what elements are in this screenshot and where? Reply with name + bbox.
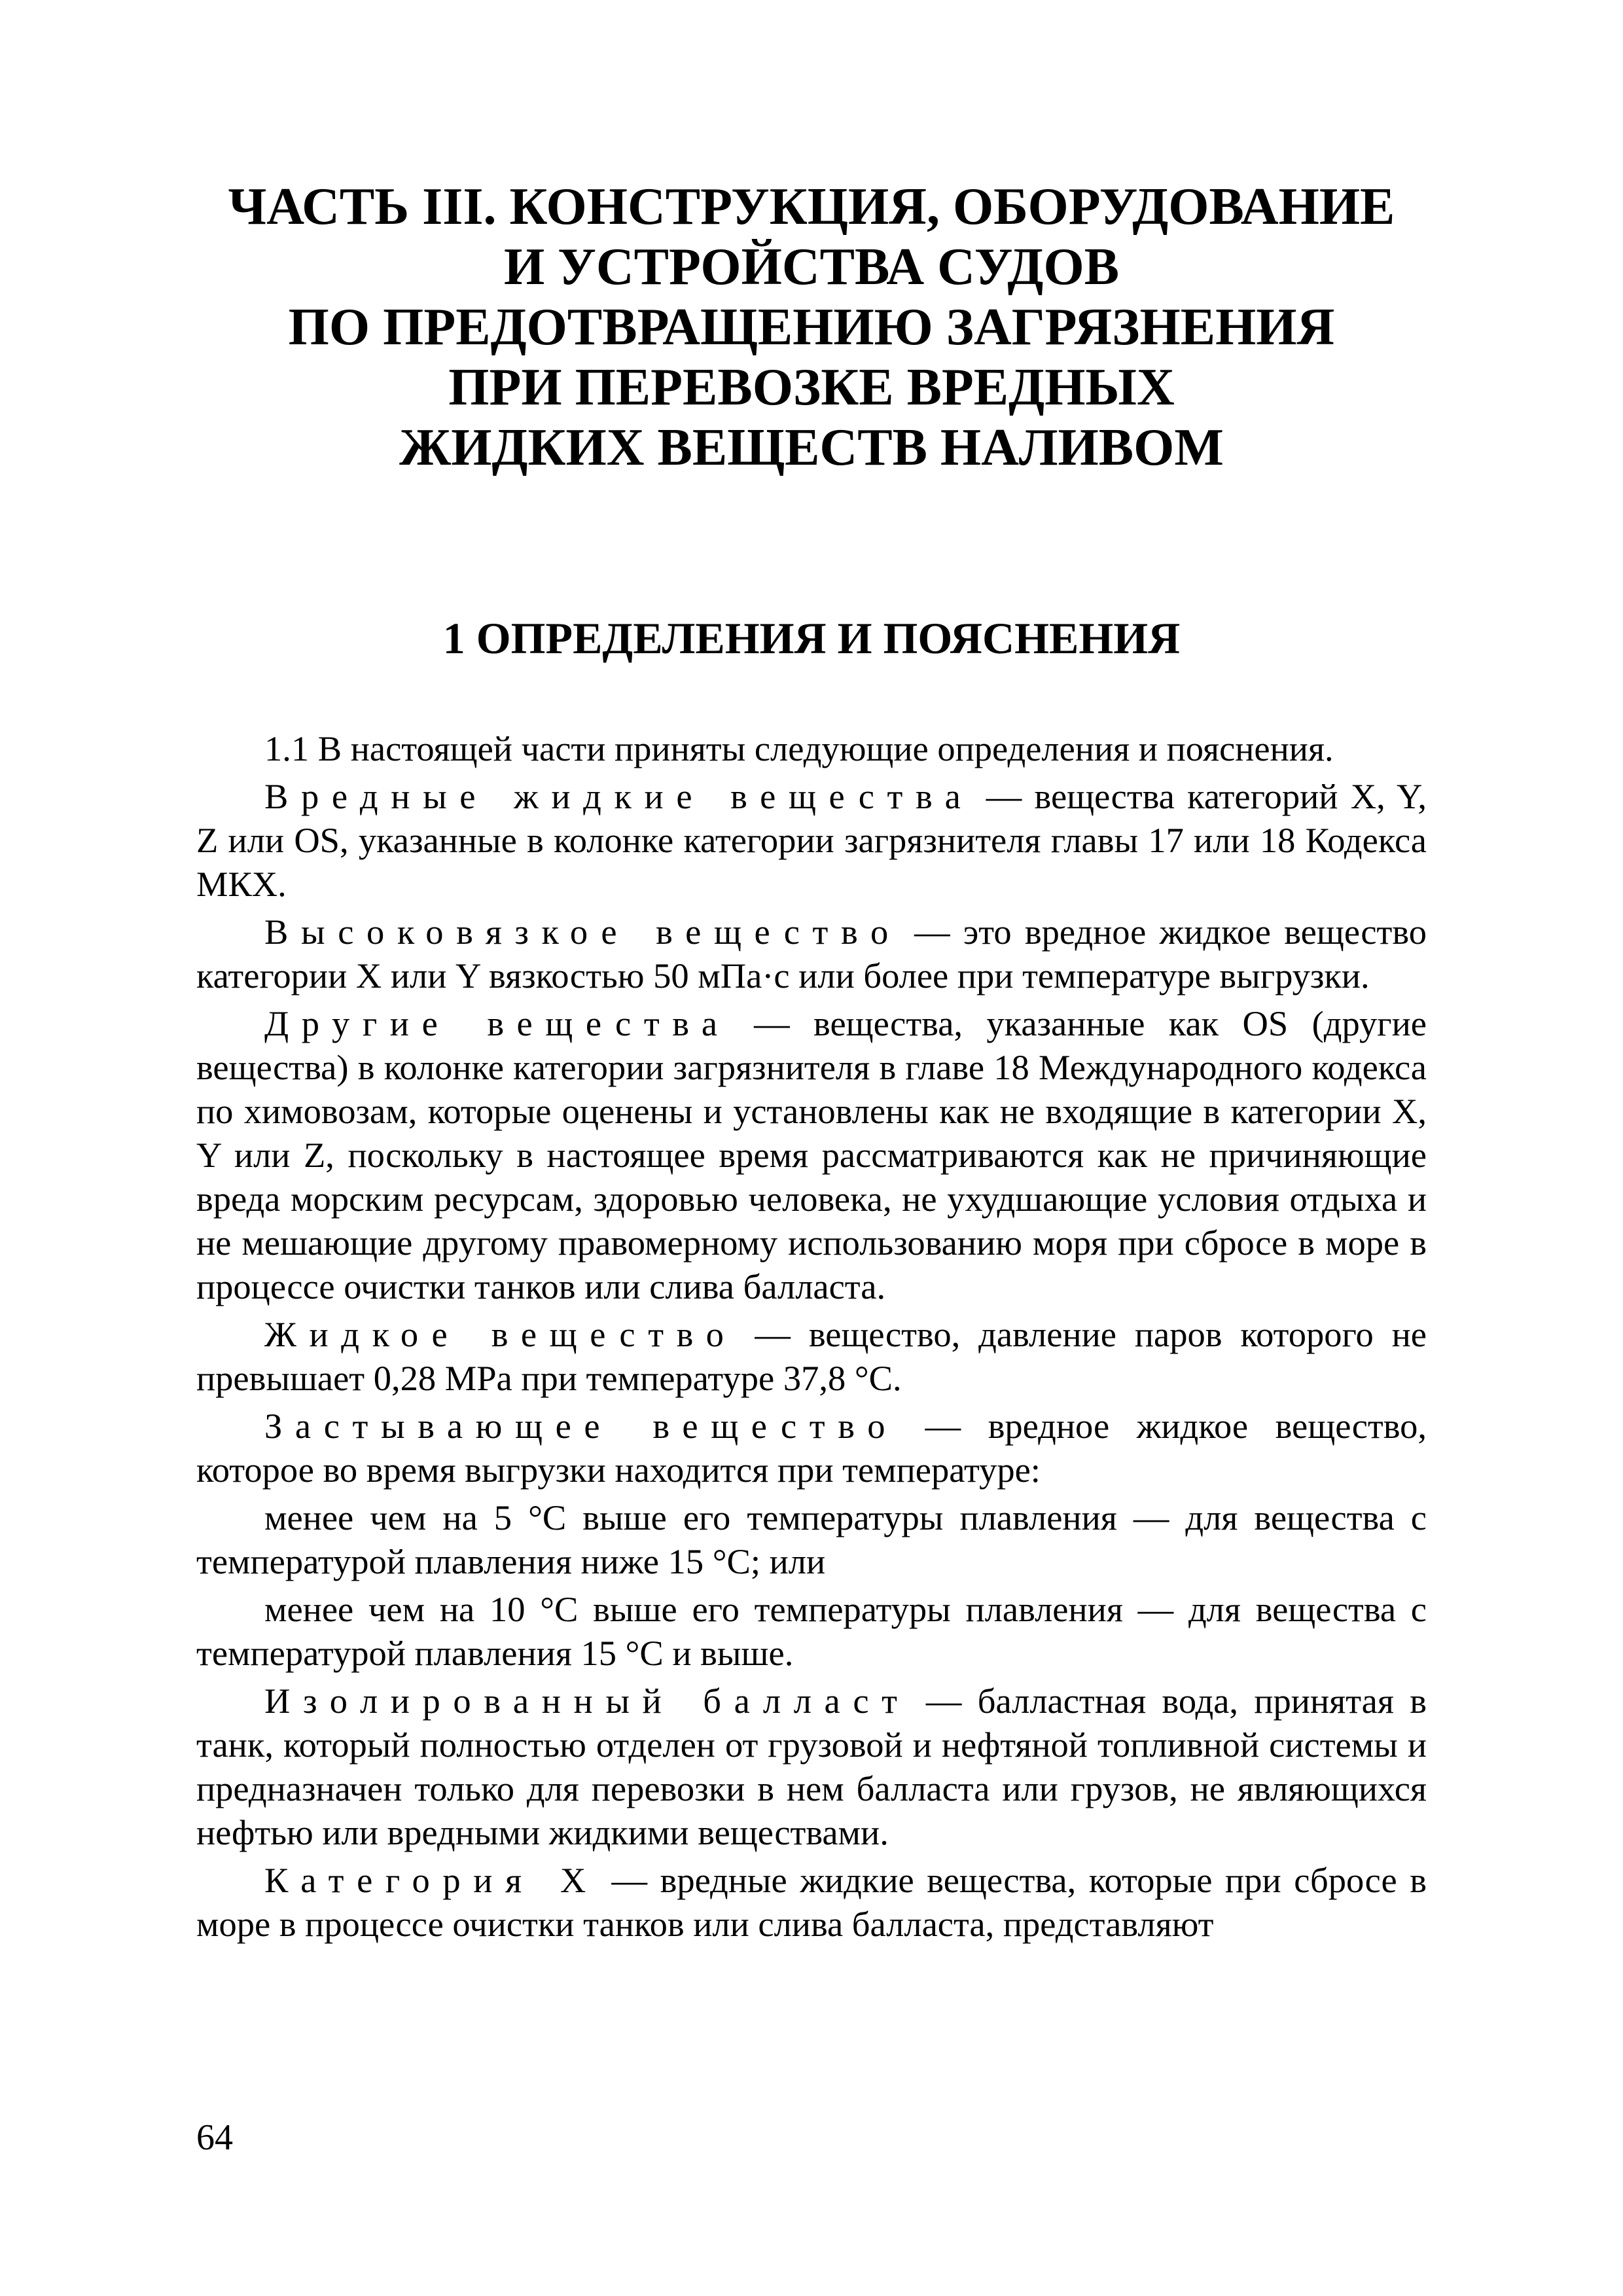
definition-liquid-substance xyxy=(196,1312,1427,1400)
definition-text: — вещество, давление паров которого не превышает 0,28 МРа при температуре 37,8 °С. xyxy=(196,1314,1427,1398)
page-number: 64 xyxy=(196,2117,233,2158)
definition-other-substances xyxy=(196,1001,1427,1308)
definition-harmful-liquid-substances xyxy=(196,774,1427,906)
definition-text: — вредные жидкие вещества, которые при сбросе в море в процессе очистки танков или слива балласта, представляют xyxy=(196,1860,1427,1944)
definition-solidifying-substance xyxy=(196,1404,1427,1492)
paragraph-text: менее чем на 5 °С выше его температуры плавления — для вещества с температурой плавления ниже 15 °С; или xyxy=(196,1498,1427,1581)
part-title-line: ПРИ ПЕРЕВОЗКЕ ВРЕДНЫХ xyxy=(448,359,1175,416)
definition-term: Вредные жидкие вещества xyxy=(264,776,974,816)
solidifying-condition-1 xyxy=(196,1496,1427,1583)
part-title-line: И УСТРОЙСТВА СУДОВ xyxy=(503,238,1120,296)
definition-high-viscosity-substance xyxy=(196,910,1427,997)
part-title-line: ЧАСТЬ III. КОНСТРУКЦИЯ, ОБОРУДОВАНИЕ xyxy=(228,178,1395,236)
definition-category-x xyxy=(196,1858,1427,1946)
definition-term: Изолированный балласт xyxy=(264,1681,910,1721)
solidifying-condition-2 xyxy=(196,1587,1427,1675)
definition-term: Категория X xyxy=(264,1860,599,1900)
part-title xyxy=(196,177,1427,478)
definition-text: — вещества категорий X, Y, Z или OS, указанные в колонке категории загрязнителя главы 17 или 18 Кодекса МКХ. xyxy=(196,776,1427,904)
definition-text: — это вредное жидкое вещество категории X или Y вязкостью 50 мПа·с или более при температуре выгрузки. xyxy=(196,912,1427,996)
definition-term: Застывающее вещество xyxy=(264,1406,899,1446)
definition-term: Жидкое вещество xyxy=(264,1314,737,1354)
paragraph-text: 1.1 В настоящей части приняты следующие определения и пояснения. xyxy=(264,728,1334,768)
definition-text: — балластная вода, принятая в танк, который полностью отделен от грузовой и нефтяной топливной системы и предназначен только для перевозки в нем балласта или грузов, не являющихся нефтью или вредными жидкими веществами. xyxy=(196,1681,1427,1852)
section-title: 1 ОПРЕДЕЛЕНИЯ И ПОЯСНЕНИЯ xyxy=(442,613,1181,663)
part-title-line: ЖИДКИХ ВЕЩЕСТВ НАЛИВОМ xyxy=(399,419,1224,476)
paragraph-text: менее чем на 10 °С выше его температуры плавления — для вещества с температурой плавления 15 °С и выше. xyxy=(196,1589,1427,1673)
definition-text: — вещества, указанные как OS (другие вещества) в колонке категории загрязнителя в главе 18 Международного кодекса по химовозам, которые оценены и установлены как не входящие в категории X, Y или Z, поскольку в настоящее время рассматриваются как не причиняющие вреда морским ресурсам, здоровью человека, не ухудшающие условия отдыха и не мешающие другому правомерному использованию моря при сбросе в море в процессе очистки танков или слива балласта. xyxy=(196,1003,1427,1306)
definition-text: — вредное жидкое вещество, которое во время выгрузки находится при температуре: xyxy=(196,1406,1427,1490)
body-text xyxy=(196,726,1427,1950)
part-title-line: ПО ПРЕДОТВРАЩЕНИЮ ЗАГРЯЗНЕНИЯ xyxy=(288,298,1335,356)
definition-segregated-ballast xyxy=(196,1679,1427,1854)
definition-term: Высоковязкое вещество xyxy=(264,912,901,952)
paragraph-intro xyxy=(196,726,1427,770)
definition-term: Другие вещества xyxy=(264,1003,730,1043)
